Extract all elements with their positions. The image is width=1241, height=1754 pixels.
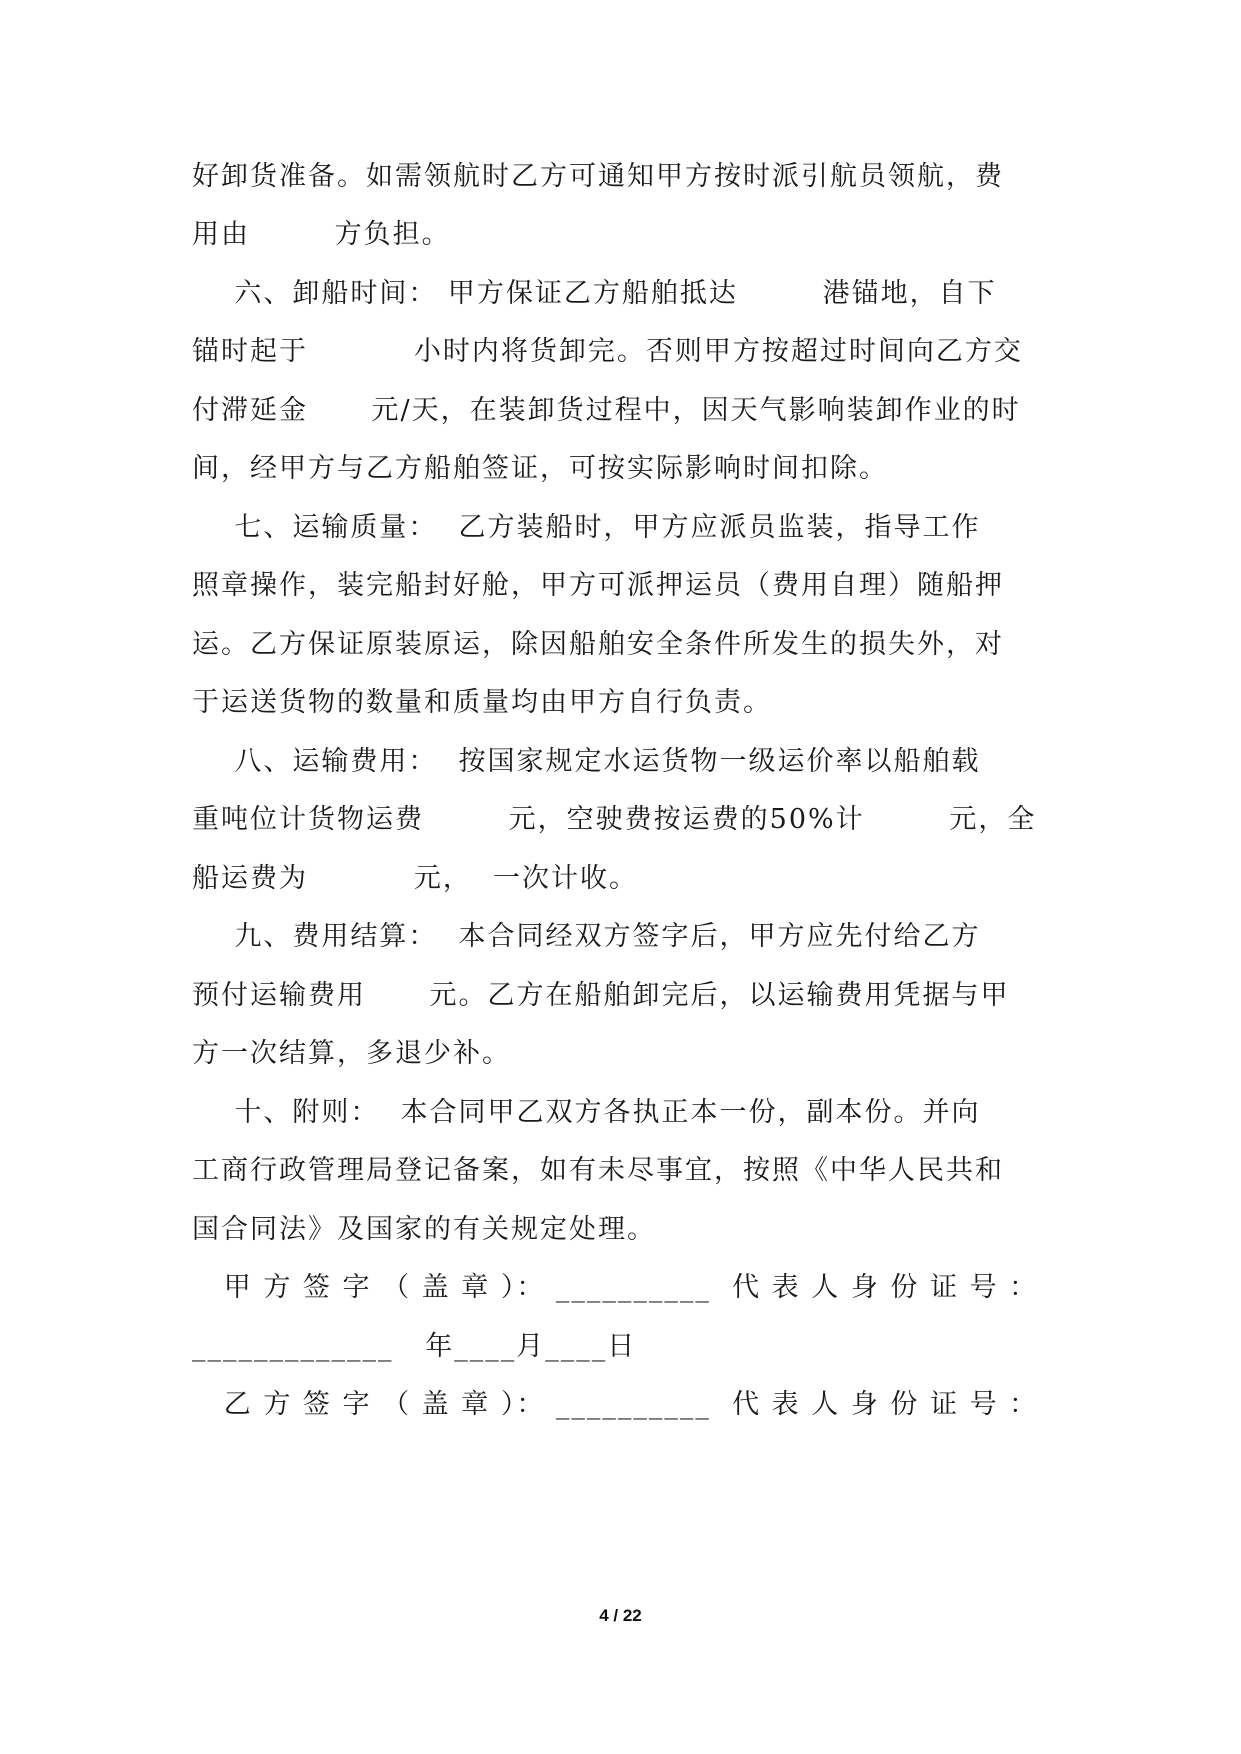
text-line: 七、运输质量： 乙方装船时，甲方应派员监装，指导工作 <box>192 512 981 543</box>
text-line: 用由 方负担。 <box>192 219 451 250</box>
text-line: 锚时起于 小时内将货卸完。否则甲方按超过时间向乙方交 <box>192 336 1023 367</box>
text-line: 重吨位计货物运费 元，空驶费按运费的50%计 元，全 <box>192 804 1037 835</box>
text-line: 于运送货物的数量和质量均由甲方自行负责。 <box>192 687 772 718</box>
signature-line: 甲 方 签 字 （ 盖 章 ）： __________ 代 表 人 身 份 证 号 ： <box>192 1272 1039 1303</box>
text-line: 付滞延金 元/天，在装卸货过程中，因天气影响装卸作业的时 <box>192 395 1021 426</box>
text-line: 方一次结算，多退少补。 <box>192 1038 511 1069</box>
text-line: 船运费为 元， 一次计收。 <box>192 863 638 894</box>
text-line: 运。乙方保证原装原运，除因船舶安全条件所发生的损失外，对 <box>192 629 1004 660</box>
text-line: 工商行政管理局登记备案，如有未尽事宜，按照《中华人民共和 <box>192 1155 1004 1186</box>
text-line: 间，经甲方与乙方船舶签证，可按实际影响时间扣除。 <box>192 453 888 484</box>
text-line: 八、运输费用： 按国家规定水运货物一级运价率以船舶载 <box>192 746 981 777</box>
text-line: 照章操作，装完船封好舱，甲方可派押运员（费用自理）随船押 <box>192 570 1004 601</box>
text-line: 好卸货准备。如需领航时乙方可通知甲方按时派引航员领航，费 <box>192 161 1004 192</box>
text-line: 国合同法》及国家的有关规定处理。 <box>192 1214 656 1245</box>
text-line: 十、附则： 本合同甲乙双方各执正本一份，副本份。并向 <box>192 1097 981 1128</box>
text-line: 预付运输费用 元。乙方在船舶卸完后，以运输费用凭据与甲 <box>192 980 1010 1011</box>
page-number: 4 / 22 <box>599 1606 642 1625</box>
signature-line: 乙 方 签 字 （ 盖 章 ）： __________ 代 表 人 身 份 证 号 ： <box>192 1389 1039 1420</box>
signature-line: _____________ 年____月____日 <box>192 1331 637 1362</box>
text-line: 六、卸船时间： 甲方保证乙方船舶抵达 港锚地，自下 <box>192 278 997 309</box>
text-line: 九、费用结算： 本合同经双方签字后，甲方应先付给乙方 <box>192 921 981 952</box>
